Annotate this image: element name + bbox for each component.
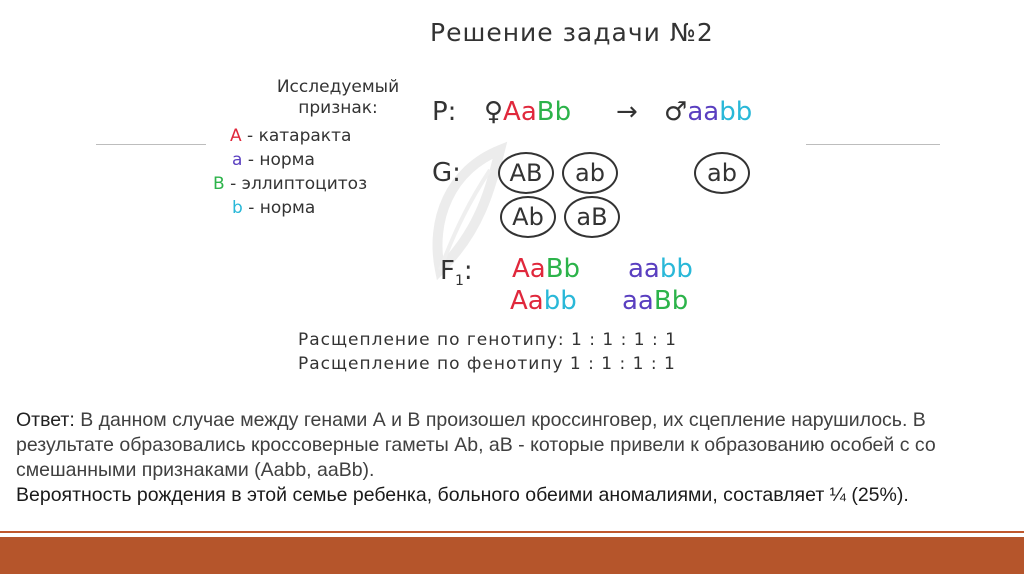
- left-divider-line: [96, 144, 206, 145]
- offspring-aaBb: aaBb: [622, 286, 689, 316]
- offspring-AaBb: AaBb: [512, 254, 581, 284]
- gamete-ab-female: ab: [562, 152, 618, 194]
- trait-item-text: А - катаракта: [230, 126, 352, 146]
- offspring-Aabb: Aabb: [510, 286, 577, 316]
- gamete-ab-male: ab: [694, 152, 750, 194]
- trait-heading-line2: признак:: [298, 98, 378, 118]
- male-genotype: ♂aabb: [664, 97, 753, 127]
- footer-bar: [0, 537, 1024, 574]
- male-sign-icon: ♂: [664, 97, 688, 127]
- g-label: G:: [432, 158, 461, 188]
- answer-conclusion: Вероятность рождения в этой семье ребенка, больного обеими аномалиями, составляет ¼ (25%).: [16, 484, 909, 506]
- trait-heading-line1: Исследуемый: [276, 77, 400, 97]
- phenotype-splitting: Расщепление по фенотипу 1 : 1 : 1 : 1: [298, 354, 676, 374]
- answer-block: [16, 408, 1006, 508]
- gamete-AB: AB: [498, 152, 554, 194]
- trait-item-B: В - эллиптоцитоз: [213, 174, 368, 194]
- trait-item-A: [230, 126, 351, 146]
- right-divider-line: [806, 144, 940, 145]
- female-genotype: ♀AaBb: [484, 97, 572, 127]
- footer-accent-line: [0, 531, 1024, 533]
- gamete-Ab: Ab: [500, 196, 556, 238]
- trait-item-a: а - норма: [232, 150, 315, 170]
- female-sign-icon: ♀: [484, 97, 504, 127]
- trait-item-b: b - норма: [232, 198, 316, 218]
- offspring-aabb: aabb: [628, 254, 693, 284]
- answer-text: В данном случае между генами А и В произошел кроссинговер, их сцепление нарушилось. В результате образовались кроссоверные гаметы Ab, aB - которые привели к образованию особей с со смешанными признаками (Aabb, aaBb).: [16, 409, 936, 481]
- genotype-splitting: Расщепление по генотипу: 1 : 1 : 1 : 1: [298, 330, 677, 350]
- gamete-aB: aB: [564, 196, 620, 238]
- answer-label: Ответ:: [16, 409, 75, 431]
- f1-label: $F_1$:: [440, 256, 473, 290]
- slide-title: Решение задачи №2: [430, 18, 714, 47]
- arrow-icon: →: [616, 97, 638, 127]
- p-label: P:: [432, 97, 457, 127]
